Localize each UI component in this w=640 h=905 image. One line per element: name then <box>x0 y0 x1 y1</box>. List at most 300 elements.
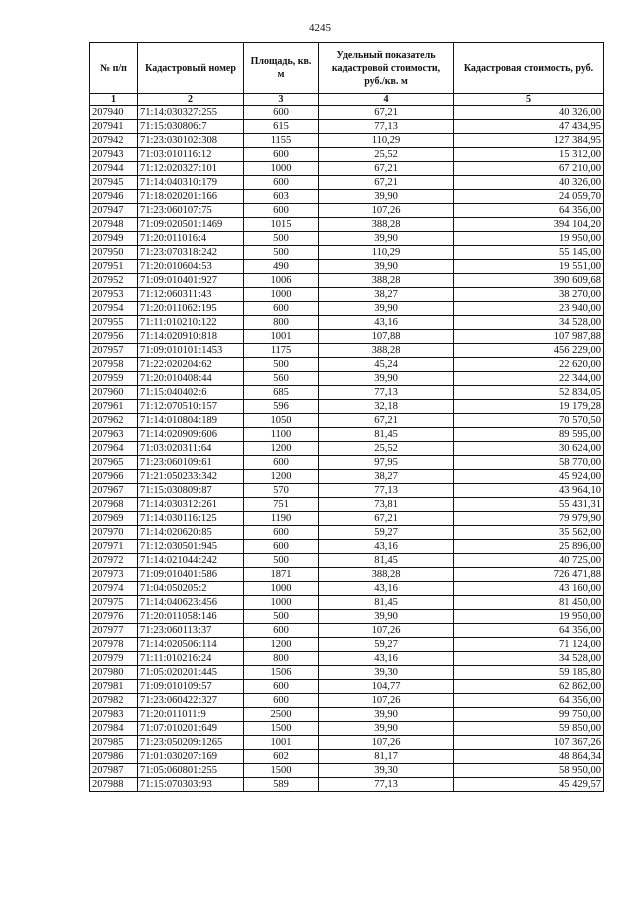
cadastral-cost-value: 43 160,00 <box>454 582 604 596</box>
unit-rate-value: 67,21 <box>319 414 454 428</box>
table-row <box>90 176 604 190</box>
unit-rate-value: 107,88 <box>319 330 454 344</box>
unit-rate-value: 77,13 <box>319 778 454 792</box>
row-index: 207958 <box>90 358 138 372</box>
column-number: 1 <box>90 94 138 106</box>
header-cadastral-cost: Кадастровая стоимость, руб. <box>454 43 604 94</box>
area-value: 602 <box>244 750 319 764</box>
cadastral-number: 71:09:010109:57 <box>138 680 244 694</box>
row-index: 207965 <box>90 456 138 470</box>
unit-rate-value: 67,21 <box>319 176 454 190</box>
unit-rate-value: 39,30 <box>319 666 454 680</box>
cadastral-cost-value: 15 312,00 <box>454 148 604 162</box>
row-index: 207945 <box>90 176 138 190</box>
cadastral-number: 71:23:050209:1265 <box>138 736 244 750</box>
row-index: 207975 <box>90 596 138 610</box>
cadastral-cost-value: 390 609,68 <box>454 274 604 288</box>
area-value: 596 <box>244 400 319 414</box>
table-row <box>90 274 604 288</box>
column-number: 3 <box>244 94 319 106</box>
cadastral-table <box>89 42 604 792</box>
row-index: 207987 <box>90 764 138 778</box>
header-cadastral-number: Кадастровый номер <box>138 43 244 94</box>
table-row <box>90 526 604 540</box>
row-index: 207956 <box>90 330 138 344</box>
area-value: 1871 <box>244 568 319 582</box>
cadastral-cost-value: 52 834,05 <box>454 386 604 400</box>
unit-rate-value: 67,21 <box>319 106 454 120</box>
unit-rate-value: 107,26 <box>319 736 454 750</box>
page-number: 4245 <box>309 22 331 34</box>
table-row <box>90 638 604 652</box>
unit-rate-value: 25,52 <box>319 442 454 456</box>
area-value: 751 <box>244 498 319 512</box>
cadastral-cost-value: 40 725,00 <box>454 554 604 568</box>
unit-rate-value: 39,90 <box>319 610 454 624</box>
cadastral-number: 71:11:010216:24 <box>138 652 244 666</box>
cadastral-number: 71:20:011058:146 <box>138 610 244 624</box>
area-value: 600 <box>244 456 319 470</box>
cadastral-number: 71:14:030116:125 <box>138 512 244 526</box>
cadastral-number: 71:11:010210:122 <box>138 316 244 330</box>
unit-rate-value: 32,18 <box>319 400 454 414</box>
unit-rate-value: 97,95 <box>319 456 454 470</box>
cadastral-number: 71:23:060109:61 <box>138 456 244 470</box>
row-index: 207971 <box>90 540 138 554</box>
area-value: 1015 <box>244 218 319 232</box>
cadastral-number: 71:05:020201:445 <box>138 666 244 680</box>
unit-rate-value: 39,90 <box>319 372 454 386</box>
unit-rate-value: 73,81 <box>319 498 454 512</box>
unit-rate-value: 43,16 <box>319 582 454 596</box>
cadastral-cost-value: 45 429,57 <box>454 778 604 792</box>
area-value: 1500 <box>244 764 319 778</box>
cadastral-cost-value: 35 562,00 <box>454 526 604 540</box>
unit-rate-value: 39,90 <box>319 302 454 316</box>
area-value: 600 <box>244 680 319 694</box>
cadastral-number: 71:21:050233:342 <box>138 470 244 484</box>
cadastral-number: 71:20:011016:4 <box>138 232 244 246</box>
unit-rate-value: 39,90 <box>319 190 454 204</box>
cadastral-number: 71:12:070510:157 <box>138 400 244 414</box>
row-index: 207960 <box>90 386 138 400</box>
row-index: 207957 <box>90 344 138 358</box>
area-value: 500 <box>244 246 319 260</box>
cadastral-cost-value: 38 270,00 <box>454 288 604 302</box>
table-row <box>90 778 604 792</box>
row-index: 207942 <box>90 134 138 148</box>
unit-rate-value: 81,45 <box>319 596 454 610</box>
table-row <box>90 232 604 246</box>
cadastral-number: 71:23:070318:242 <box>138 246 244 260</box>
unit-rate-value: 38,27 <box>319 288 454 302</box>
cadastral-cost-value: 19 179,28 <box>454 400 604 414</box>
cadastral-number: 71:12:060311:43 <box>138 288 244 302</box>
cadastral-number: 71:04:050205:2 <box>138 582 244 596</box>
row-index: 207951 <box>90 260 138 274</box>
unit-rate-value: 388,28 <box>319 274 454 288</box>
table-row <box>90 372 604 386</box>
unit-rate-value: 43,16 <box>319 316 454 330</box>
cadastral-number: 71:14:040310:179 <box>138 176 244 190</box>
table-row <box>90 190 604 204</box>
table-row <box>90 498 604 512</box>
area-value: 1001 <box>244 330 319 344</box>
cadastral-cost-value: 394 104,20 <box>454 218 604 232</box>
area-value: 603 <box>244 190 319 204</box>
cadastral-number: 71:23:060113:37 <box>138 624 244 638</box>
cadastral-cost-value: 22 344,00 <box>454 372 604 386</box>
area-value: 600 <box>244 624 319 638</box>
cadastral-number: 71:14:020910:818 <box>138 330 244 344</box>
cadastral-cost-value: 79 979,90 <box>454 512 604 526</box>
cadastral-cost-value: 43 964,10 <box>454 484 604 498</box>
unit-rate-value: 39,90 <box>319 260 454 274</box>
cadastral-number: 71:23:060422:327 <box>138 694 244 708</box>
cadastral-cost-value: 81 450,00 <box>454 596 604 610</box>
row-index: 207944 <box>90 162 138 176</box>
area-value: 685 <box>244 386 319 400</box>
row-index: 207952 <box>90 274 138 288</box>
unit-rate-value: 43,16 <box>319 540 454 554</box>
column-number: 5 <box>454 94 604 106</box>
table-row <box>90 316 604 330</box>
cadastral-cost-value: 24 059,70 <box>454 190 604 204</box>
table-row <box>90 386 604 400</box>
cadastral-cost-value: 19 950,00 <box>454 232 604 246</box>
table-row <box>90 148 604 162</box>
cadastral-number: 71:20:010604:53 <box>138 260 244 274</box>
unit-rate-value: 77,13 <box>319 120 454 134</box>
cadastral-cost-value: 34 528,00 <box>454 652 604 666</box>
cadastral-cost-value: 55 145,00 <box>454 246 604 260</box>
cadastral-number: 71:09:010101:1453 <box>138 344 244 358</box>
table-row <box>90 610 604 624</box>
row-index: 207974 <box>90 582 138 596</box>
cadastral-cost-value: 19 551,00 <box>454 260 604 274</box>
cadastral-cost-value: 67 210,00 <box>454 162 604 176</box>
area-value: 1500 <box>244 722 319 736</box>
row-index: 207970 <box>90 526 138 540</box>
table-row <box>90 666 604 680</box>
unit-rate-value: 39,90 <box>319 232 454 246</box>
unit-rate-value: 25,52 <box>319 148 454 162</box>
row-index: 207954 <box>90 302 138 316</box>
cadastral-number: 71:15:030809:87 <box>138 484 244 498</box>
cadastral-cost-value: 19 950,00 <box>454 610 604 624</box>
area-value: 1000 <box>244 288 319 302</box>
cadastral-number: 71:14:021044:242 <box>138 554 244 568</box>
cadastral-cost-value: 59 850,00 <box>454 722 604 736</box>
cadastral-cost-value: 25 896,00 <box>454 540 604 554</box>
area-value: 500 <box>244 554 319 568</box>
cadastral-number: 71:15:070303:93 <box>138 778 244 792</box>
unit-rate-value: 388,28 <box>319 218 454 232</box>
unit-rate-value: 388,28 <box>319 344 454 358</box>
area-value: 2500 <box>244 708 319 722</box>
unit-rate-value: 110,29 <box>319 134 454 148</box>
table-row <box>90 162 604 176</box>
cadastral-number: 71:15:030806:7 <box>138 120 244 134</box>
cadastral-number: 71:03:010116:12 <box>138 148 244 162</box>
cadastral-number: 71:12:030501:945 <box>138 540 244 554</box>
row-index: 207988 <box>90 778 138 792</box>
row-index: 207947 <box>90 204 138 218</box>
table-row <box>90 568 604 582</box>
cadastral-cost-value: 62 862,00 <box>454 680 604 694</box>
area-value: 1200 <box>244 442 319 456</box>
table-row <box>90 428 604 442</box>
table-body <box>90 106 604 792</box>
area-value: 600 <box>244 106 319 120</box>
unit-rate-value: 77,13 <box>319 386 454 400</box>
unit-rate-value: 45,24 <box>319 358 454 372</box>
row-index: 207950 <box>90 246 138 260</box>
row-index: 207943 <box>90 148 138 162</box>
cadastral-number: 71:14:020620:85 <box>138 526 244 540</box>
cadastral-number: 71:15:040402:6 <box>138 386 244 400</box>
cadastral-number: 71:14:010804:189 <box>138 414 244 428</box>
table-row <box>90 484 604 498</box>
row-index: 207986 <box>90 750 138 764</box>
area-value: 600 <box>244 526 319 540</box>
cadastral-cost-value: 45 924,00 <box>454 470 604 484</box>
table-row <box>90 652 604 666</box>
header-index: № п/п <box>90 43 138 94</box>
row-index: 207959 <box>90 372 138 386</box>
table-row <box>90 750 604 764</box>
cadastral-number: 71:09:010401:927 <box>138 274 244 288</box>
row-index: 207973 <box>90 568 138 582</box>
cadastral-cost-value: 89 595,00 <box>454 428 604 442</box>
table-row <box>90 582 604 596</box>
cadastral-number: 71:22:020204:62 <box>138 358 244 372</box>
cadastral-number: 71:07:010201:649 <box>138 722 244 736</box>
table-row <box>90 302 604 316</box>
table-row <box>90 120 604 134</box>
table-row <box>90 288 604 302</box>
area-value: 800 <box>244 316 319 330</box>
unit-rate-value: 67,21 <box>319 162 454 176</box>
table-row <box>90 400 604 414</box>
row-index: 207978 <box>90 638 138 652</box>
area-value: 1155 <box>244 134 319 148</box>
cadastral-number: 71:14:020909:606 <box>138 428 244 442</box>
table-row <box>90 330 604 344</box>
table-row <box>90 358 604 372</box>
unit-rate-value: 38,27 <box>319 470 454 484</box>
cadastral-cost-value: 99 750,00 <box>454 708 604 722</box>
unit-rate-value: 388,28 <box>319 568 454 582</box>
unit-rate-value: 107,26 <box>319 694 454 708</box>
row-index: 207984 <box>90 722 138 736</box>
unit-rate-value: 39,90 <box>319 722 454 736</box>
cadastral-cost-value: 726 471,88 <box>454 568 604 582</box>
unit-rate-value: 43,16 <box>319 652 454 666</box>
area-value: 600 <box>244 176 319 190</box>
cadastral-number: 71:23:030102:308 <box>138 134 244 148</box>
table-row <box>90 218 604 232</box>
cadastral-cost-value: 64 356,00 <box>454 694 604 708</box>
table-row <box>90 106 604 120</box>
row-index: 207963 <box>90 428 138 442</box>
table-row <box>90 596 604 610</box>
table-header-row <box>90 43 604 94</box>
area-value: 1200 <box>244 470 319 484</box>
unit-rate-value: 81,17 <box>319 750 454 764</box>
area-value: 589 <box>244 778 319 792</box>
cadastral-cost-value: 70 570,50 <box>454 414 604 428</box>
cadastral-cost-value: 59 185,80 <box>454 666 604 680</box>
unit-rate-value: 39,30 <box>319 764 454 778</box>
row-index: 207949 <box>90 232 138 246</box>
area-value: 1000 <box>244 162 319 176</box>
column-number: 4 <box>319 94 454 106</box>
cadastral-cost-value: 64 356,00 <box>454 204 604 218</box>
column-number: 2 <box>138 94 244 106</box>
row-index: 207948 <box>90 218 138 232</box>
unit-rate-value: 77,13 <box>319 484 454 498</box>
cadastral-cost-value: 40 326,00 <box>454 106 604 120</box>
area-value: 600 <box>244 694 319 708</box>
cadastral-cost-value: 23 940,00 <box>454 302 604 316</box>
cadastral-number: 71:05:060801:255 <box>138 764 244 778</box>
table-row <box>90 680 604 694</box>
area-value: 1190 <box>244 512 319 526</box>
cadastral-cost-value: 34 528,00 <box>454 316 604 330</box>
unit-rate-value: 107,26 <box>319 204 454 218</box>
area-value: 1050 <box>244 414 319 428</box>
cadastral-cost-value: 55 431,31 <box>454 498 604 512</box>
cadastral-cost-value: 30 624,00 <box>454 442 604 456</box>
cadastral-number: 71:14:030312:261 <box>138 498 244 512</box>
row-index: 207964 <box>90 442 138 456</box>
cadastral-cost-value: 58 950,00 <box>454 764 604 778</box>
row-index: 207985 <box>90 736 138 750</box>
cadastral-number: 71:14:030327:255 <box>138 106 244 120</box>
area-value: 600 <box>244 148 319 162</box>
row-index: 207961 <box>90 400 138 414</box>
row-index: 207983 <box>90 708 138 722</box>
area-value: 1200 <box>244 638 319 652</box>
unit-rate-value: 59,27 <box>319 526 454 540</box>
table-row <box>90 736 604 750</box>
area-value: 1000 <box>244 596 319 610</box>
table-row <box>90 722 604 736</box>
table-row <box>90 512 604 526</box>
area-value: 1175 <box>244 344 319 358</box>
cadastral-number: 71:20:010408:44 <box>138 372 244 386</box>
area-value: 600 <box>244 540 319 554</box>
row-index: 207981 <box>90 680 138 694</box>
table-row <box>90 442 604 456</box>
cadastral-number: 71:23:060107:75 <box>138 204 244 218</box>
row-index: 207955 <box>90 316 138 330</box>
area-value: 1006 <box>244 274 319 288</box>
cadastral-cost-value: 456 229,00 <box>454 344 604 358</box>
cadastral-cost-value: 71 124,00 <box>454 638 604 652</box>
area-value: 490 <box>244 260 319 274</box>
row-index: 207967 <box>90 484 138 498</box>
area-value: 600 <box>244 302 319 316</box>
row-index: 207966 <box>90 470 138 484</box>
cadastral-number: 71:18:020201:166 <box>138 190 244 204</box>
area-value: 1506 <box>244 666 319 680</box>
cadastral-cost-value: 58 770,00 <box>454 456 604 470</box>
unit-rate-value: 39,90 <box>319 708 454 722</box>
table-row <box>90 456 604 470</box>
table-row <box>90 344 604 358</box>
row-index: 207962 <box>90 414 138 428</box>
row-index: 207968 <box>90 498 138 512</box>
row-index: 207980 <box>90 666 138 680</box>
table-row <box>90 694 604 708</box>
row-index: 207953 <box>90 288 138 302</box>
row-index: 207940 <box>90 106 138 120</box>
cadastral-number: 71:14:020506:114 <box>138 638 244 652</box>
cadastral-number: 71:09:010401:586 <box>138 568 244 582</box>
unit-rate-value: 110,29 <box>319 246 454 260</box>
table-row <box>90 540 604 554</box>
cadastral-cost-value: 40 326,00 <box>454 176 604 190</box>
row-index: 207972 <box>90 554 138 568</box>
area-value: 1001 <box>244 736 319 750</box>
area-value: 560 <box>244 372 319 386</box>
table-row <box>90 624 604 638</box>
table-row <box>90 470 604 484</box>
row-index: 207977 <box>90 624 138 638</box>
unit-rate-value: 67,21 <box>319 512 454 526</box>
table-row <box>90 204 604 218</box>
cadastral-cost-value: 107 987,88 <box>454 330 604 344</box>
area-value: 1100 <box>244 428 319 442</box>
row-index: 207982 <box>90 694 138 708</box>
area-value: 1000 <box>244 582 319 596</box>
area-value: 570 <box>244 484 319 498</box>
table-row <box>90 260 604 274</box>
cadastral-number: 71:20:011062:195 <box>138 302 244 316</box>
cadastral-number: 71:03:020311:64 <box>138 442 244 456</box>
cadastral-number: 71:01:030207:169 <box>138 750 244 764</box>
area-value: 615 <box>244 120 319 134</box>
table-row <box>90 708 604 722</box>
cadastral-number: 71:12:020327:101 <box>138 162 244 176</box>
area-value: 600 <box>244 204 319 218</box>
cadastral-number: 71:20:011011:9 <box>138 708 244 722</box>
area-value: 800 <box>244 652 319 666</box>
cadastral-cost-value: 64 356,00 <box>454 624 604 638</box>
unit-rate-value: 107,26 <box>319 624 454 638</box>
header-area: Площадь, кв. м <box>244 43 319 94</box>
cadastral-cost-value: 107 367,26 <box>454 736 604 750</box>
row-index: 207969 <box>90 512 138 526</box>
unit-rate-value: 59,27 <box>319 638 454 652</box>
cadastral-number: 71:14:040623:456 <box>138 596 244 610</box>
area-value: 500 <box>244 610 319 624</box>
row-index: 207976 <box>90 610 138 624</box>
table-row <box>90 414 604 428</box>
area-value: 500 <box>244 358 319 372</box>
row-index: 207946 <box>90 190 138 204</box>
column-number-row <box>90 94 604 106</box>
unit-rate-value: 81,45 <box>319 428 454 442</box>
unit-rate-value: 81,45 <box>319 554 454 568</box>
cadastral-cost-value: 127 384,95 <box>454 134 604 148</box>
table-row <box>90 134 604 148</box>
cadastral-number: 71:09:020501:1469 <box>138 218 244 232</box>
row-index: 207941 <box>90 120 138 134</box>
table-row <box>90 246 604 260</box>
